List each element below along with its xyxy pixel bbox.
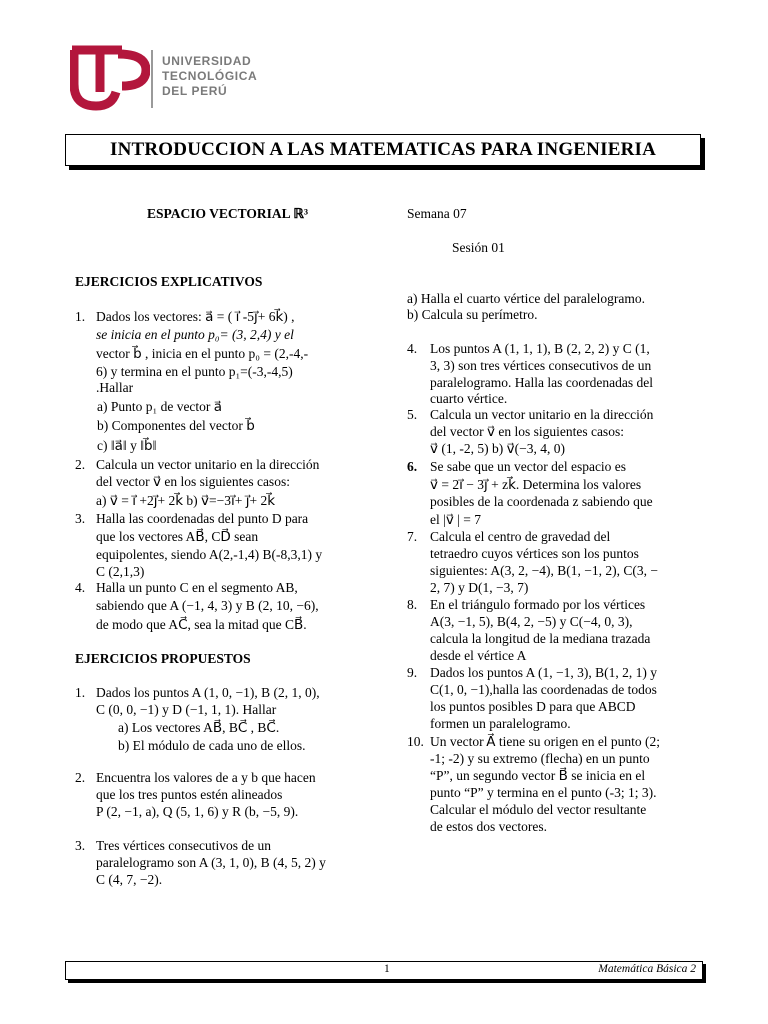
ex3-line-2: que los vectores AB⃗, CD⃗ sean	[96, 529, 259, 544]
week-label: Semana 07	[407, 206, 467, 221]
title-text: INTRODUCCION A LAS MATEMATICAS PARA INGENIERIA	[109, 139, 656, 160]
r-ex4-number: 4.	[407, 341, 418, 356]
ex1-line-2: se inicia en el punto p₀= (3, 2,4) y el	[96, 327, 294, 342]
r-ex7-line-2: tetraedro cuyos vértices son los puntos	[430, 546, 639, 561]
prop3-line-1: Tres vértices consecutivos de un	[96, 838, 271, 853]
r-ex7-number: 7.	[407, 529, 418, 544]
r-ex7-line-4: 2, 7) y D(1, −3, 7)	[430, 580, 529, 595]
ex1-line-1: Dados los vectores: a⃗ = ( i⃗ -5j⃗+ 6k⃗) ,	[96, 309, 295, 324]
r-ex4-line-2: 3, 3) son tres vértices consecutivos de un	[430, 358, 652, 373]
r-ex9-line-2: C(1, 0, −1),halla las coordenadas de todos	[430, 682, 657, 697]
course-name: Matemática Básica 2	[598, 963, 696, 975]
ex1-line-3: vector b⃗ , inicia en el punto p₀ = (2,-4,-	[96, 346, 309, 361]
r-ex10-line-5: Calcular el módulo del vector resultante	[430, 802, 647, 817]
prop3-number: 3.	[75, 838, 86, 853]
prop2-line-3: P (2, −1, a), Q (5, 1, 6) y R (b, −5, 9).	[96, 804, 299, 819]
r-ex5-line-2: del vector v⃗ en los siguientes casos:	[430, 424, 624, 439]
r-item-a: a) Halla el cuarto vértice del paralelogramo.	[407, 291, 645, 306]
prop3-line-2: paralelogramo son A (3, 1, 0), B (4, 5, 2) y	[96, 855, 326, 870]
prop1-item-a: a) Los vectores AB⃗, BC⃗ , BC⃗.	[118, 720, 280, 735]
prop2-line-1: Encuentra los valores de a y b que hacen	[96, 770, 316, 785]
r-ex6-line-2: v⃗ = 2i⃗ − 3j⃗ + zk⃗. Determina los valores	[430, 477, 642, 492]
page-footer	[65, 961, 703, 980]
prop3-line-3: C (4, 7, −2).	[96, 872, 163, 887]
ex4-line-3: de modo que AC⃗, sea la mitad que CB⃗.	[96, 617, 307, 632]
ex4-line-1: Halla un punto C en el segmento AB,	[96, 580, 298, 595]
r-ex5-line-1: Calcula un vector unitario en la dirección	[430, 407, 654, 422]
r-ex6-line-4: el |v⃗ | = 7	[430, 512, 482, 527]
prop1-line-2: C (0, 0, −1) y D (−1, 1, 1). Hallar	[96, 702, 277, 717]
ex1-item-c: c) ‖a⃗‖ y ‖b⃗‖	[97, 438, 157, 453]
ex4-number: 4.	[75, 580, 86, 595]
logo-line-3: DEL PERÚ	[162, 84, 228, 98]
r-ex4-line-3: paralelogramo. Halla las coordenadas del	[430, 375, 654, 390]
r-ex9-line-3: los puntos posibles D para que ABCD	[430, 699, 636, 714]
r-ex8-line-2: A(3, −1, 5), B(4, 2, −5) y C(−4, 0, 3),	[430, 614, 633, 629]
utp-logo-mark	[70, 44, 150, 114]
r-ex6-line-1: Se sabe que un vector del espacio es	[430, 459, 627, 474]
prop1-item-b: b) El módulo de cada uno de ellos.	[118, 738, 306, 753]
prop2-number: 2.	[75, 770, 86, 785]
r-ex5-number: 5.	[407, 407, 418, 422]
r-ex4-line-4: cuarto vértice.	[430, 391, 508, 406]
ex1-number: 1.	[75, 309, 86, 324]
ex2-number: 2.	[75, 457, 86, 472]
logo-divider	[151, 50, 153, 108]
r-ex7-line-3: siguientes: A(3, 2, −4), B(1, −1, 2), C(3, −	[430, 563, 658, 578]
r-ex5-line-3: v⃗ (1, -2, 5) b) v⃗(−3, 4, 0)	[430, 441, 565, 456]
ex2-line-2: del vector v⃗ en los siguientes casos:	[96, 474, 290, 489]
ex3-number: 3.	[75, 511, 86, 526]
logo-line-2: TECNOLÓGICA	[162, 69, 258, 83]
r-ex9-line-4: formen un paralelogramo.	[430, 716, 571, 731]
university-logo	[70, 44, 270, 114]
ex1-line-5: .Hallar	[96, 380, 134, 395]
r-ex8-number: 8.	[407, 597, 418, 612]
ex4-line-2: sabiendo que A (−1, 4, 3) y B (2, 10, −6),	[96, 598, 319, 613]
ex2-line-1: Calcula un vector unitario en la dirección	[96, 457, 320, 472]
r-ex8-line-3: calcula la longitud de la mediana trazada	[430, 631, 651, 646]
r-ex10-number: 10.	[407, 734, 424, 749]
r-ex10-line-1: Un vector A⃗ tiene su origen en el punto (2;	[430, 734, 661, 749]
r-ex8-line-1: En el triángulo formado por los vértices	[430, 597, 646, 612]
session-label: Sesión 01	[452, 240, 505, 255]
r-ex9-line-1: Dados los puntos A (1, −1, 3), B(1, 2, 1) y	[430, 665, 657, 680]
page-number: 1	[384, 963, 390, 975]
prop2-line-2: que los tres puntos estén alineados	[96, 787, 283, 802]
prop1-line-1: Dados los puntos A (1, 0, −1), B (2, 1, 0),	[96, 685, 320, 700]
ex3-line-4: C (2,1,3)	[96, 564, 145, 579]
logo-line-1: UNIVERSIDAD	[162, 54, 252, 68]
ex3-line-3: equipolentes, siendo A(2,-1,4) B(-8,3,1) y	[96, 547, 323, 562]
ex1-item-a: a) Punto p₁ de vector a⃗	[97, 399, 223, 414]
r-ex10-line-6: de estos dos vectores.	[430, 819, 547, 834]
r-ex9-number: 9.	[407, 665, 418, 680]
r-ex7-line-1: Calcula el centro de gravedad del	[430, 529, 611, 544]
ex2-line-3: a) v⃗ = i⃗ +2j⃗+ 2k⃗ b) v⃗=−3i⃗+ j⃗+ 2k⃗	[96, 493, 276, 508]
r-ex4-line-1: Los puntos A (1, 1, 1), B (2, 2, 2) y C (1,	[430, 341, 650, 356]
ex1-item-b: b) Componentes del vector b⃗	[97, 418, 255, 433]
r-ex10-line-2: -1; -2) y su extremo (flecha) en un punto	[430, 751, 650, 766]
r-ex8-line-4: desde el vértice A	[430, 648, 527, 663]
topic-heading: ESPACIO VECTORIAL ℝ³	[147, 206, 309, 221]
r-ex10-line-3: “P”, un segundo vector B⃗ se inicia en el	[430, 768, 646, 783]
section-explicativos: EJERCICIOS EXPLICATIVOS	[75, 274, 263, 289]
ex1-line-4: 6) y termina en el punto p₁=(-3,-4,5)	[96, 364, 293, 379]
r-ex6-number: 6.	[407, 459, 418, 474]
document-title	[65, 134, 701, 166]
r-ex6-line-3: posibles de la coordenada z sabiendo que	[430, 494, 653, 509]
section-propuestos: EJERCICIOS PROPUESTOS	[75, 651, 251, 666]
ex3-line-1: Halla las coordenadas del punto D para	[96, 511, 309, 526]
prop1-number: 1.	[75, 685, 86, 700]
r-ex10-line-4: punto “P” y termina en el punto (-3; 1; 3).	[430, 785, 657, 800]
r-item-b: b) Calcula su perímetro.	[407, 307, 538, 322]
